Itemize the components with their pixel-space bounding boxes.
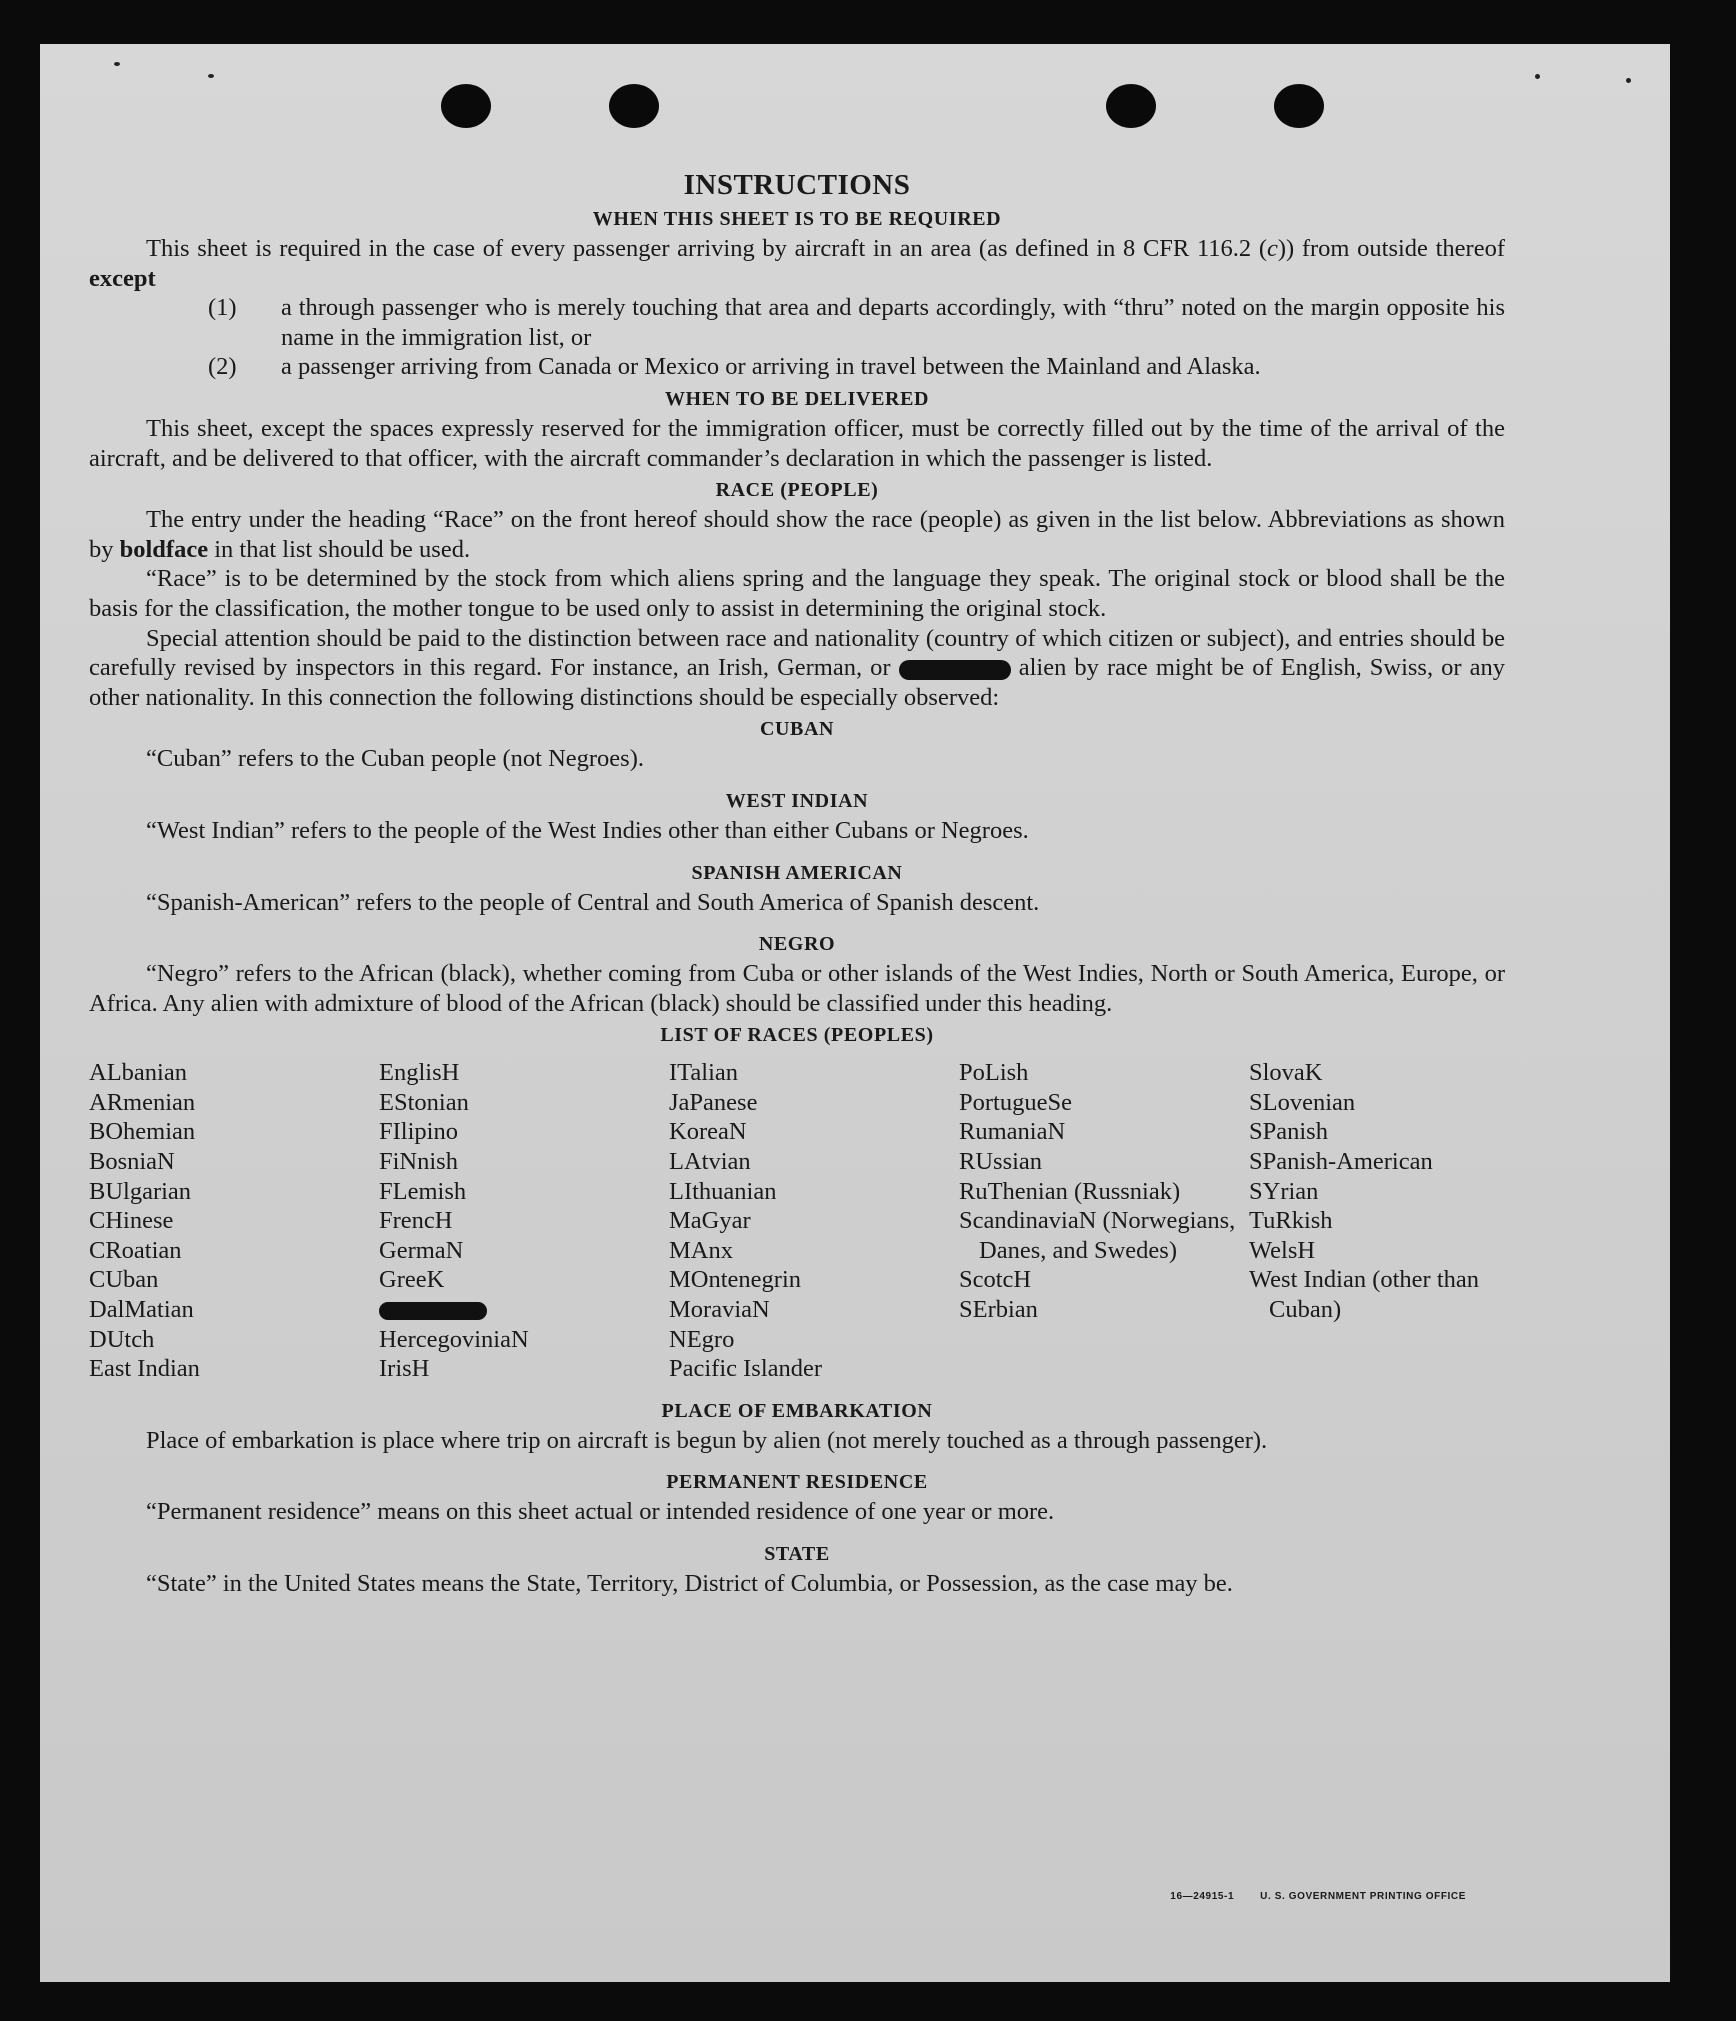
section-heading: PLACE OF EMBARKATION: [661, 1399, 933, 1422]
race-item: ScandinaviaN (Norwegians, Danes, and Swedes): [959, 1207, 1236, 1264]
race-item: BUlgarian: [89, 1177, 192, 1205]
race-item: ScotcH: [959, 1266, 1032, 1294]
paragraph: This sheet, except the spaces expressly reserved for the immigration officer, must be correctly filled out by the time of the arrival of the aircraft, and be delivered to that officer, with the aircraft commander’s declaration in which the passenger is listed.: [89, 414, 1505, 472]
punch-hole: [609, 84, 659, 128]
race-item: HercegoviniaN: [379, 1325, 529, 1353]
speck: [1626, 78, 1631, 83]
section-heading: PERMANENT RESIDENCE: [666, 1471, 928, 1494]
race-item: BOhemian: [89, 1118, 196, 1146]
section-heading: SPANISH AMERICAN: [691, 861, 903, 884]
race-item: RuThenian (Russniak): [959, 1177, 1181, 1205]
race-item: ALbanian: [89, 1059, 187, 1087]
text-run: alien by race might be of English, Swiss, or any other nationality. In this connection the following distinctions should be especially observed:: [89, 654, 1505, 711]
race-item: NEgro: [669, 1325, 735, 1353]
speck: [114, 62, 120, 66]
race-item: FrencH: [379, 1207, 453, 1235]
race-item: GermaN: [379, 1236, 464, 1264]
list-item: [89, 352, 1505, 382]
paragraph: “Negro” refers to the African (black), whether coming from Cuba or other islands of the West Indies, North or South America, Europe, or Africa. Any alien with admixture of blood of the African (black) should be classified under this heading.: [89, 960, 1505, 1017]
section-heading: WEST INDIAN: [725, 789, 869, 812]
race-item: FIlipino: [379, 1118, 458, 1146]
race-item: RUssian: [959, 1148, 1043, 1176]
italic-run: c: [1267, 235, 1278, 262]
section-heading: WHEN THIS SHEET IS TO BE REQUIRED: [592, 208, 1002, 230]
race-item: DUtch: [89, 1325, 155, 1353]
punch-hole: [1106, 84, 1156, 128]
text-run: )) from outside thereof: [1277, 235, 1505, 262]
race-item: MaGyar: [669, 1207, 751, 1235]
races-column: [89, 1058, 379, 1384]
speck: [1535, 74, 1540, 79]
printer-name: U. S. GOVERNMENT PRINTING OFFICE: [1260, 1891, 1466, 1902]
section-heading: NEGRO: [758, 933, 836, 956]
paragraph: “West Indian” refers to the people of the West Indies other than either Cubans or Negroes.: [146, 816, 1029, 844]
paragraph: [89, 234, 1505, 293]
race-item: MOntenegrin: [669, 1266, 801, 1294]
race-item: LAtvian: [669, 1148, 751, 1176]
instructions-body: [89, 168, 1505, 1599]
text-run: This sheet is required in the case of every passenger arriving by aircraft in an area (as defined in 8 CFR 116.2 (: [146, 235, 1267, 262]
race-item: KoreaN: [669, 1118, 747, 1146]
item-number: (2): [208, 353, 237, 381]
race-item: LIthuanian: [669, 1177, 777, 1205]
race-item: RumaniaN: [959, 1118, 1066, 1146]
section-heading: CUBAN: [759, 718, 835, 741]
text-run: The entry under the heading “Race” on the front hereof should show the race (people) as given in the list below. Abbreviations as shown by: [89, 506, 1505, 563]
race-item: CRoatian: [89, 1236, 182, 1264]
page-title: INSTRUCTIONS: [683, 169, 911, 201]
race-item: EStonian: [379, 1088, 469, 1116]
race-item: JaPanese: [669, 1088, 758, 1116]
paragraph: Place of embarkation is place where trip on aircraft is begun by alien (not merely touched as a through passenger).: [146, 1426, 1268, 1454]
race-item: PoLish: [959, 1059, 1029, 1087]
race-item: SYrian: [1249, 1177, 1319, 1205]
races-column: [1249, 1058, 1515, 1384]
printer-imprint: [1144, 1891, 1466, 1902]
races-list: [89, 1058, 1505, 1384]
race-item: IrisH: [379, 1355, 430, 1383]
list-item: [89, 293, 1505, 352]
race-item: EnglisH: [379, 1059, 460, 1087]
race-item: CUban: [89, 1266, 159, 1294]
redaction-mark: [899, 660, 1011, 680]
races-column: [959, 1058, 1249, 1384]
race-item: WelsH: [1249, 1236, 1316, 1264]
speck: [208, 74, 214, 78]
redaction-mark: [379, 1302, 487, 1320]
item-number: (1): [208, 294, 237, 322]
race-item: ARmenian: [89, 1088, 196, 1116]
race-item: MAnx: [669, 1236, 733, 1264]
race-item: PortugueSe: [959, 1088, 1072, 1116]
race-item: BosniaN: [89, 1148, 175, 1176]
races-column: [669, 1058, 959, 1384]
section-heading: RACE (PEOPLE): [715, 479, 879, 502]
item-text: a passenger arriving from Canada or Mexico or arriving in travel between the Mainland and Alaska.: [281, 353, 1261, 381]
race-item: Pacific Islander: [669, 1355, 823, 1383]
item-text: a through passenger who is merely touching that area and departs accordingly, with “thru” noted on the margin opposite his name in the immigration list, or: [281, 294, 1505, 351]
race-item: TuRkish: [1249, 1207, 1333, 1235]
text-run: in that list should be used.: [208, 535, 471, 563]
race-item: FLemish: [379, 1177, 467, 1205]
race-item-redacted: [379, 1295, 669, 1325]
section-heading: STATE: [764, 1543, 830, 1565]
document-sheet: [40, 44, 1670, 1982]
bold-run: except: [89, 264, 156, 292]
paragraph: “State” in the United States means the State, Territory, District of Columbia, or Possession, as the case may be.: [146, 1570, 1233, 1597]
race-item: SPanish: [1249, 1118, 1328, 1146]
race-item: SErbian: [959, 1296, 1038, 1324]
paragraph: “Race” is to be determined by the stock from which aliens spring and the language they speak. The original stock or blood shall be the basis for the classification, the mother tongue to be used only to assist in determining the original stock.: [89, 565, 1505, 622]
exception-list: [89, 293, 1505, 382]
race-item: SPanish-American: [1249, 1148, 1433, 1176]
paragraph: [89, 624, 1505, 713]
section-heading: LIST OF RACES (PEOPLES): [660, 1024, 934, 1047]
race-item: FiNnish: [379, 1148, 458, 1176]
race-item: SlovaK: [1249, 1059, 1323, 1087]
paragraph: [89, 505, 1505, 564]
text-run: Special attention should be paid to the distinction between race and nationality (country of which citizen or subject), and entries should be carefully revised by inspectors in this regard. For instance, an Irish, German, or: [89, 624, 1505, 682]
section-heading: WHEN TO BE DELIVERED: [664, 387, 930, 410]
race-item: West Indian (other than Cuban): [1249, 1266, 1480, 1324]
race-item: CHinese: [89, 1207, 174, 1235]
races-column: [379, 1058, 669, 1384]
form-number: 16—24915-1: [1170, 1891, 1235, 1902]
race-item: DalMatian: [89, 1296, 194, 1324]
punch-hole: [1274, 84, 1324, 128]
race-item: East Indian: [89, 1355, 200, 1383]
bold-run: boldface: [119, 535, 209, 563]
paragraph: “Permanent residence” means on this sheet actual or intended residence of one year or more.: [146, 1498, 1055, 1526]
paragraph: “Spanish-American” refers to the people of Central and South America of Spanish descent.: [146, 888, 1040, 916]
race-item: GreeK: [379, 1266, 445, 1294]
race-item: SLovenian: [1249, 1088, 1356, 1116]
punch-hole: [441, 84, 491, 128]
race-item: MoraviaN: [669, 1296, 770, 1324]
paragraph: “Cuban” refers to the Cuban people (not Negroes).: [146, 745, 644, 773]
race-item: ITalian: [669, 1059, 739, 1087]
